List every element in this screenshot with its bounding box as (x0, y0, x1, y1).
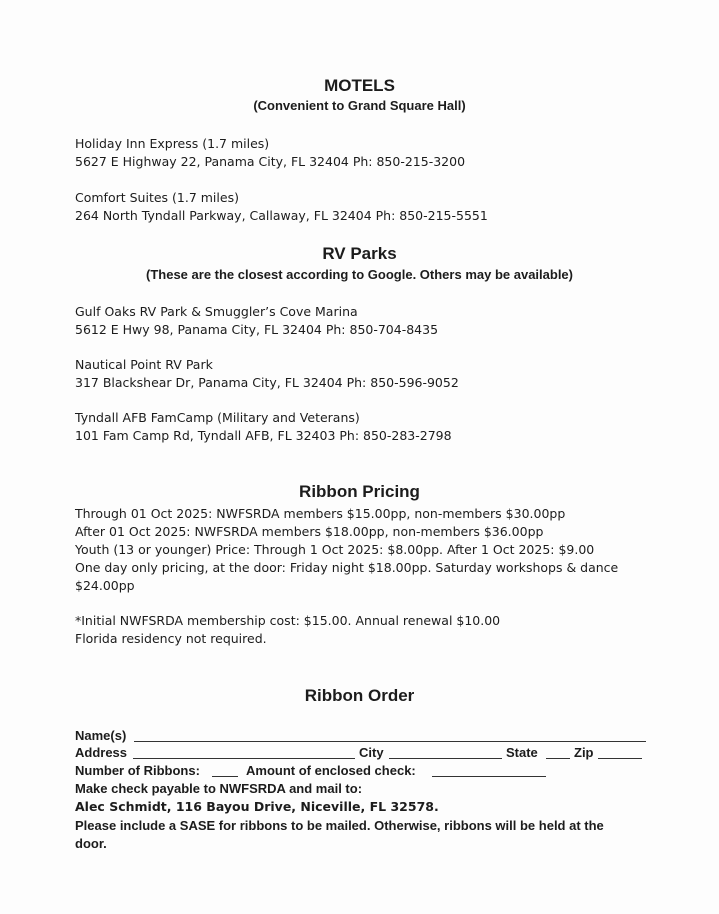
ribbon-pricing-heading: Ribbon Pricing (299, 482, 420, 501)
ribbons-field[interactable] (212, 776, 238, 777)
city-field[interactable] (389, 758, 502, 759)
motels-subtitle: (Convenient to Grand Square Hall) (253, 98, 466, 113)
residency-note: Florida residency not required. (75, 631, 267, 646)
motel-address: 264 North Tyndall Parkway, Callaway, FL 32404 Ph: 850-215-5551 (75, 208, 488, 223)
rv-park-address: 317 Blackshear Dr, Panama City, FL 32404 Ph: 850-596-9052 (75, 375, 459, 390)
rv-park-name: Gulf Oaks RV Park & Smuggler’s Cove Marina (75, 304, 358, 319)
state-label: State (506, 745, 538, 760)
name-field[interactable] (134, 741, 646, 742)
mail-address: Alec Schmidt, 116 Bayou Drive, Niceville, FL 32578. (75, 799, 439, 814)
amount-field[interactable] (432, 776, 546, 777)
address-field[interactable] (133, 758, 355, 759)
pricing-line: $24.00pp (75, 578, 135, 593)
zip-label: Zip (574, 745, 594, 760)
ribbon-order-heading: Ribbon Order (304, 686, 415, 705)
pricing-line: After 01 Oct 2025: NWFSRDA members $18.00pp, non-members $36.00pp (75, 524, 544, 539)
address-label: Address (75, 745, 128, 760)
motel-address: 5627 E Highway 22, Panama City, FL 32404 Ph: 850-215-3200 (75, 154, 466, 169)
zip-field[interactable] (598, 758, 642, 759)
sase-line: door. (75, 836, 107, 851)
pricing-line: Youth (13 or younger) Price: Through 1 Oct 2025: $8.00pp. After 1 Oct 2025: $9.00 (75, 542, 595, 557)
pricing-line: Through 01 Oct 2025: NWFSRDA members $15.00pp, non-members $30.00pp (75, 506, 566, 521)
motel-name: Comfort Suites (1.7 miles) (75, 190, 239, 205)
name-label: Name(s) (75, 728, 127, 743)
payable-line: Make check payable to NWFSRDA and mail to: (75, 781, 363, 796)
rv-parks-heading: RV Parks (322, 244, 397, 263)
rv-park-address: 5612 E Hwy 98, Panama City, FL 32404 Ph: 850-704-8435 (75, 322, 439, 337)
state-field[interactable] (546, 758, 570, 759)
amount-label: Amount of enclosed check: (246, 763, 416, 778)
rv-park-name: Nautical Point RV Park (75, 357, 213, 372)
sase-line: Please include a SASE for ribbons to be mailed. Otherwise, ribbons will be held at the (75, 818, 604, 833)
rv-park-address: 101 Fam Camp Rd, Tyndall AFB, FL 32403 Ph: 850-283-2798 (75, 428, 452, 443)
motel-name: Holiday Inn Express (1.7 miles) (75, 136, 270, 151)
motels-heading: MOTELS (324, 76, 395, 95)
rv-park-name: Tyndall AFB FamCamp (Military and Veterans) (75, 410, 360, 425)
pricing-line: One day only pricing, at the door: Friday night $18.00pp. Saturday workshops & dance (75, 560, 619, 575)
rv-parks-subtitle: (These are the closest according to Google. Others may be available) (146, 267, 573, 282)
membership-note: *Initial NWFSRDA membership cost: $15.00. Annual renewal $10.00 (75, 613, 501, 628)
city-label: City (359, 745, 384, 760)
ribbons-label: Number of Ribbons: (75, 763, 200, 778)
